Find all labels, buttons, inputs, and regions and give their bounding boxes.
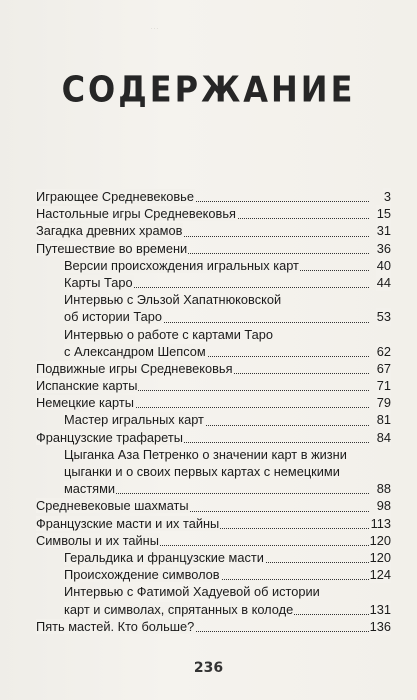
toc-entry-title: Путешествие во времени (36, 240, 188, 256)
toc-entry-page: 62 (376, 343, 391, 359)
toc-entry (36, 429, 391, 446)
toc-entry-title: Карты Таро (64, 274, 133, 290)
bleed-through-text: … (150, 21, 159, 31)
toc-entry-title: Настольные игры Средневековья (36, 206, 236, 222)
toc-entry-page: 120 (369, 549, 391, 565)
toc-entry-title: Испанские карты (36, 378, 138, 394)
toc-entry-page: 79 (376, 395, 391, 411)
toc-entry-title: Пять мастей. Кто больше? (36, 618, 195, 634)
toc-entry-title: Подвижные игры Средневековья (36, 360, 233, 376)
toc-entry-page: 15 (376, 206, 391, 222)
toc-entry-page: 67 (376, 360, 391, 376)
toc-entry-title: Версии происхождения игральных карт (64, 257, 299, 273)
page-title: СОДЕРЖАНИЕ (61, 67, 356, 111)
toc-entry-page: 113 (370, 515, 391, 531)
toc-entry (36, 222, 391, 239)
toc-entry-page: 120 (369, 532, 391, 548)
toc-entry-title: Играющее Средневековье (36, 189, 194, 204)
page-number: 236 (193, 660, 224, 676)
toc-entry-title: Символы и их тайны (36, 532, 159, 548)
toc-entry-title: Геральдика и французские масти (64, 549, 264, 565)
toc-entry-title: Мастер игральных карт (64, 412, 204, 428)
toc-entry-title-line: Интервью с Фатимой Хадуевой об истории (64, 584, 320, 600)
toc-entry-title-line: Интервью о работе с картами Таро (64, 326, 274, 342)
toc-entry-page: 40 (376, 257, 391, 273)
toc-entry-title: мастями (64, 481, 116, 497)
toc-entry (64, 326, 391, 360)
toc-entry-page: 3 (383, 189, 391, 204)
toc-entry (36, 618, 391, 635)
toc-entry (64, 411, 391, 428)
toc-entry (36, 188, 391, 205)
toc-entry-page: 131 (369, 601, 391, 617)
toc-entry-page: 31 (376, 223, 391, 239)
toc-entry-title-line: Интервью с Эльзой Хапатнюковской (64, 292, 282, 308)
toc-entry (64, 446, 391, 498)
toc-entry-title: Французские масти и их тайны (36, 515, 220, 531)
toc-entry (36, 360, 391, 377)
toc-entry (36, 394, 391, 411)
toc-entry (64, 291, 391, 325)
toc-entry-page: 84 (376, 429, 391, 445)
toc-entry (64, 549, 391, 566)
toc-entry-page: 53 (376, 309, 391, 325)
toc-entry (64, 566, 391, 583)
toc-entry (64, 274, 391, 291)
toc-entry (36, 497, 391, 514)
toc-entry (64, 583, 391, 617)
toc-entry-page: 71 (376, 378, 391, 394)
toc-entry-title-line: цыганки и о своих первых картах с немецкими (64, 464, 340, 479)
toc-entry-page: 98 (376, 498, 391, 514)
toc-entry-page: 36 (376, 240, 391, 256)
toc-entry (36, 205, 391, 222)
toc-entry (36, 377, 391, 394)
table-of-contents (36, 188, 391, 635)
toc-entry-title: Загадка древних храмов (36, 223, 183, 239)
toc-entry-title: Немецкие карты (36, 395, 134, 411)
toc-entry-title: об истории Таро (64, 309, 162, 325)
toc-entry-title: с Александром Шепсом (64, 343, 206, 359)
toc-entry-title: Происхождение символов (64, 567, 220, 583)
toc-entry (36, 240, 391, 257)
toc-entry-page: 81 (376, 412, 391, 428)
toc-entry-title-line: Цыганка Аза Петренко о значении карт в жизни (64, 446, 347, 462)
toc-entry-title: Средневековые шахматы (36, 498, 189, 514)
toc-entry (64, 257, 391, 274)
toc-entry-title: Французские трафареты (36, 429, 183, 445)
toc-entry-page: 44 (376, 274, 391, 290)
toc-entry-page: 88 (376, 481, 391, 497)
toc-entry-page: 124 (369, 567, 391, 583)
toc-entry-page: 136 (369, 618, 391, 634)
toc-entry-title: карт и символах, спрятанных в колоде (64, 601, 294, 617)
toc-entry (36, 515, 391, 532)
toc-entry (36, 532, 391, 549)
